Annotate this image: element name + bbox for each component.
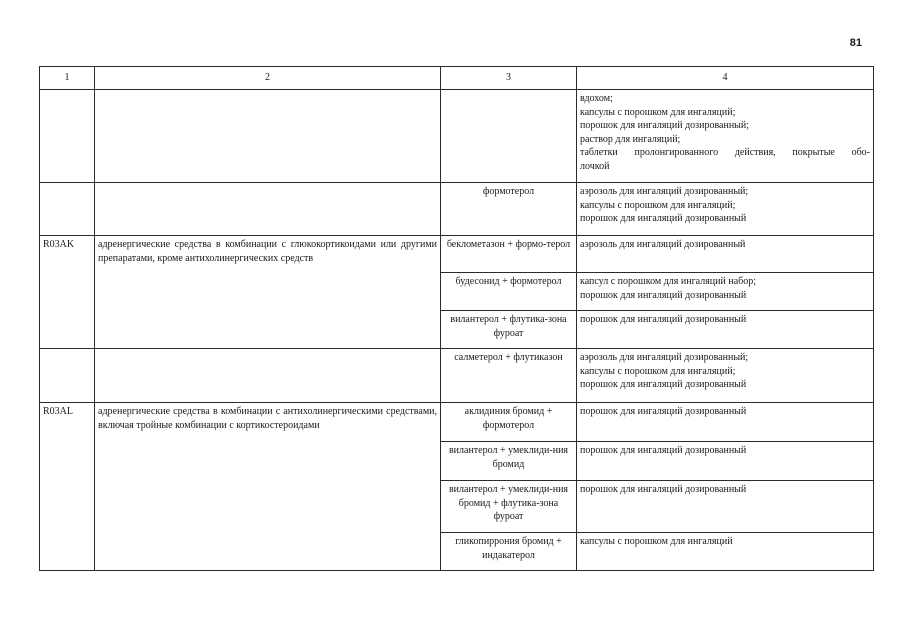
dosage-form-line: таблетки пролонгированного действия, покрытые обо- xyxy=(580,147,870,158)
table-row xyxy=(40,90,874,183)
dosage-form-cell xyxy=(577,481,874,533)
dosage-form-line: аэрозоль для ингаляций дозированный; xyxy=(580,352,749,363)
dosage-form-line: аэрозоль для ингаляций дозированный xyxy=(580,239,746,250)
dosage-form-line: вдохом; xyxy=(580,93,613,104)
drug-name-cell: вилантерол + умеклиди-ния бромид + флутика-зона фуроат xyxy=(441,481,577,533)
dosage-form-cell xyxy=(577,442,874,481)
dosage-form-line: лочкой xyxy=(580,160,610,172)
atc-code-cell xyxy=(40,183,95,236)
dosage-form-cell xyxy=(577,311,874,349)
table-row xyxy=(40,183,874,236)
drug-name-cell: беклометазон + формо-терол xyxy=(441,236,577,273)
atc-code-cell xyxy=(40,349,95,403)
dosage-form-cell xyxy=(577,533,874,571)
table-header-row xyxy=(40,67,874,90)
drug-name-cell: вилантерол + умеклиди-ния бромид xyxy=(441,442,577,481)
dosage-form-line: порошок для ингаляций дозированный xyxy=(580,289,747,301)
atc-code-cell: R03AL xyxy=(40,403,95,571)
dosage-form-cell xyxy=(577,236,874,273)
table-row xyxy=(40,236,874,273)
dosage-form-line: капсулы с порошком для ингаляций; xyxy=(580,199,736,211)
column-header: 3 xyxy=(441,67,577,90)
page-number: 81 xyxy=(849,37,862,49)
table-row xyxy=(40,349,874,403)
dosage-form-line: порошок для ингаляций дозированный xyxy=(580,406,747,417)
dosage-form-cell xyxy=(577,273,874,311)
dosage-form-line: аэрозоль для ингаляций дозированный; xyxy=(580,186,749,197)
group-name-cell: адренергические средства в комбинации с антихолинергическими средствами, включая тройные комбинации с кортикостероидами xyxy=(95,403,441,571)
atc-code-cell xyxy=(40,90,95,183)
drug-name-cell: вилантерол + флутика-зона фуроат xyxy=(441,311,577,349)
drug-name-cell: аклидиния бромид + формотерол xyxy=(441,403,577,442)
column-header: 2 xyxy=(95,67,441,90)
dosage-form-line: порошок для ингаляций дозированный xyxy=(580,213,747,224)
dosage-form-line: капсулы с порошком для ингаляций; xyxy=(580,106,736,118)
drug-name-cell: будесонид + формотерол xyxy=(441,273,577,311)
dosage-form-line: порошок для ингаляций дозированный; xyxy=(580,120,750,131)
drug-name-cell: гликопиррония бромид + индакатерол xyxy=(441,533,577,571)
group-name-cell xyxy=(95,349,441,403)
dosage-form-cell xyxy=(577,90,874,183)
group-name-cell xyxy=(95,90,441,183)
group-name-cell xyxy=(95,183,441,236)
column-header: 1 xyxy=(40,67,95,90)
drug-name-cell: формотерол xyxy=(441,183,577,236)
dosage-form-line: капсулы с порошком для ингаляций xyxy=(580,536,733,547)
dosage-form-line: капсулы с порошком для ингаляций; xyxy=(580,365,736,377)
dosage-form-line: порошок для ингаляций дозированный xyxy=(580,379,747,390)
dosage-form-line: капсул с порошком для ингаляций набор; xyxy=(580,276,757,287)
table-row xyxy=(40,403,874,442)
column-header: 4 xyxy=(577,67,874,90)
drug-name-cell: салметерол + флутиказон xyxy=(441,349,577,403)
drug-name-cell xyxy=(441,90,577,183)
atc-code-cell: R03AK xyxy=(40,236,95,349)
dosage-form-cell xyxy=(577,403,874,442)
group-name-cell: адренергические средства в комбинации с глюкокортикоидами или другими препаратами, кроме антихолинергических средств xyxy=(95,236,441,349)
dosage-form-cell xyxy=(577,183,874,236)
dosage-form-line: порошок для ингаляций дозированный xyxy=(580,445,747,456)
dosage-form-cell xyxy=(577,349,874,403)
medication-table xyxy=(39,66,874,571)
dosage-form-line: раствор для ингаляций; xyxy=(580,133,681,145)
dosage-form-line: порошок для ингаляций дозированный xyxy=(580,484,747,495)
dosage-form-line: порошок для ингаляций дозированный xyxy=(580,314,747,325)
